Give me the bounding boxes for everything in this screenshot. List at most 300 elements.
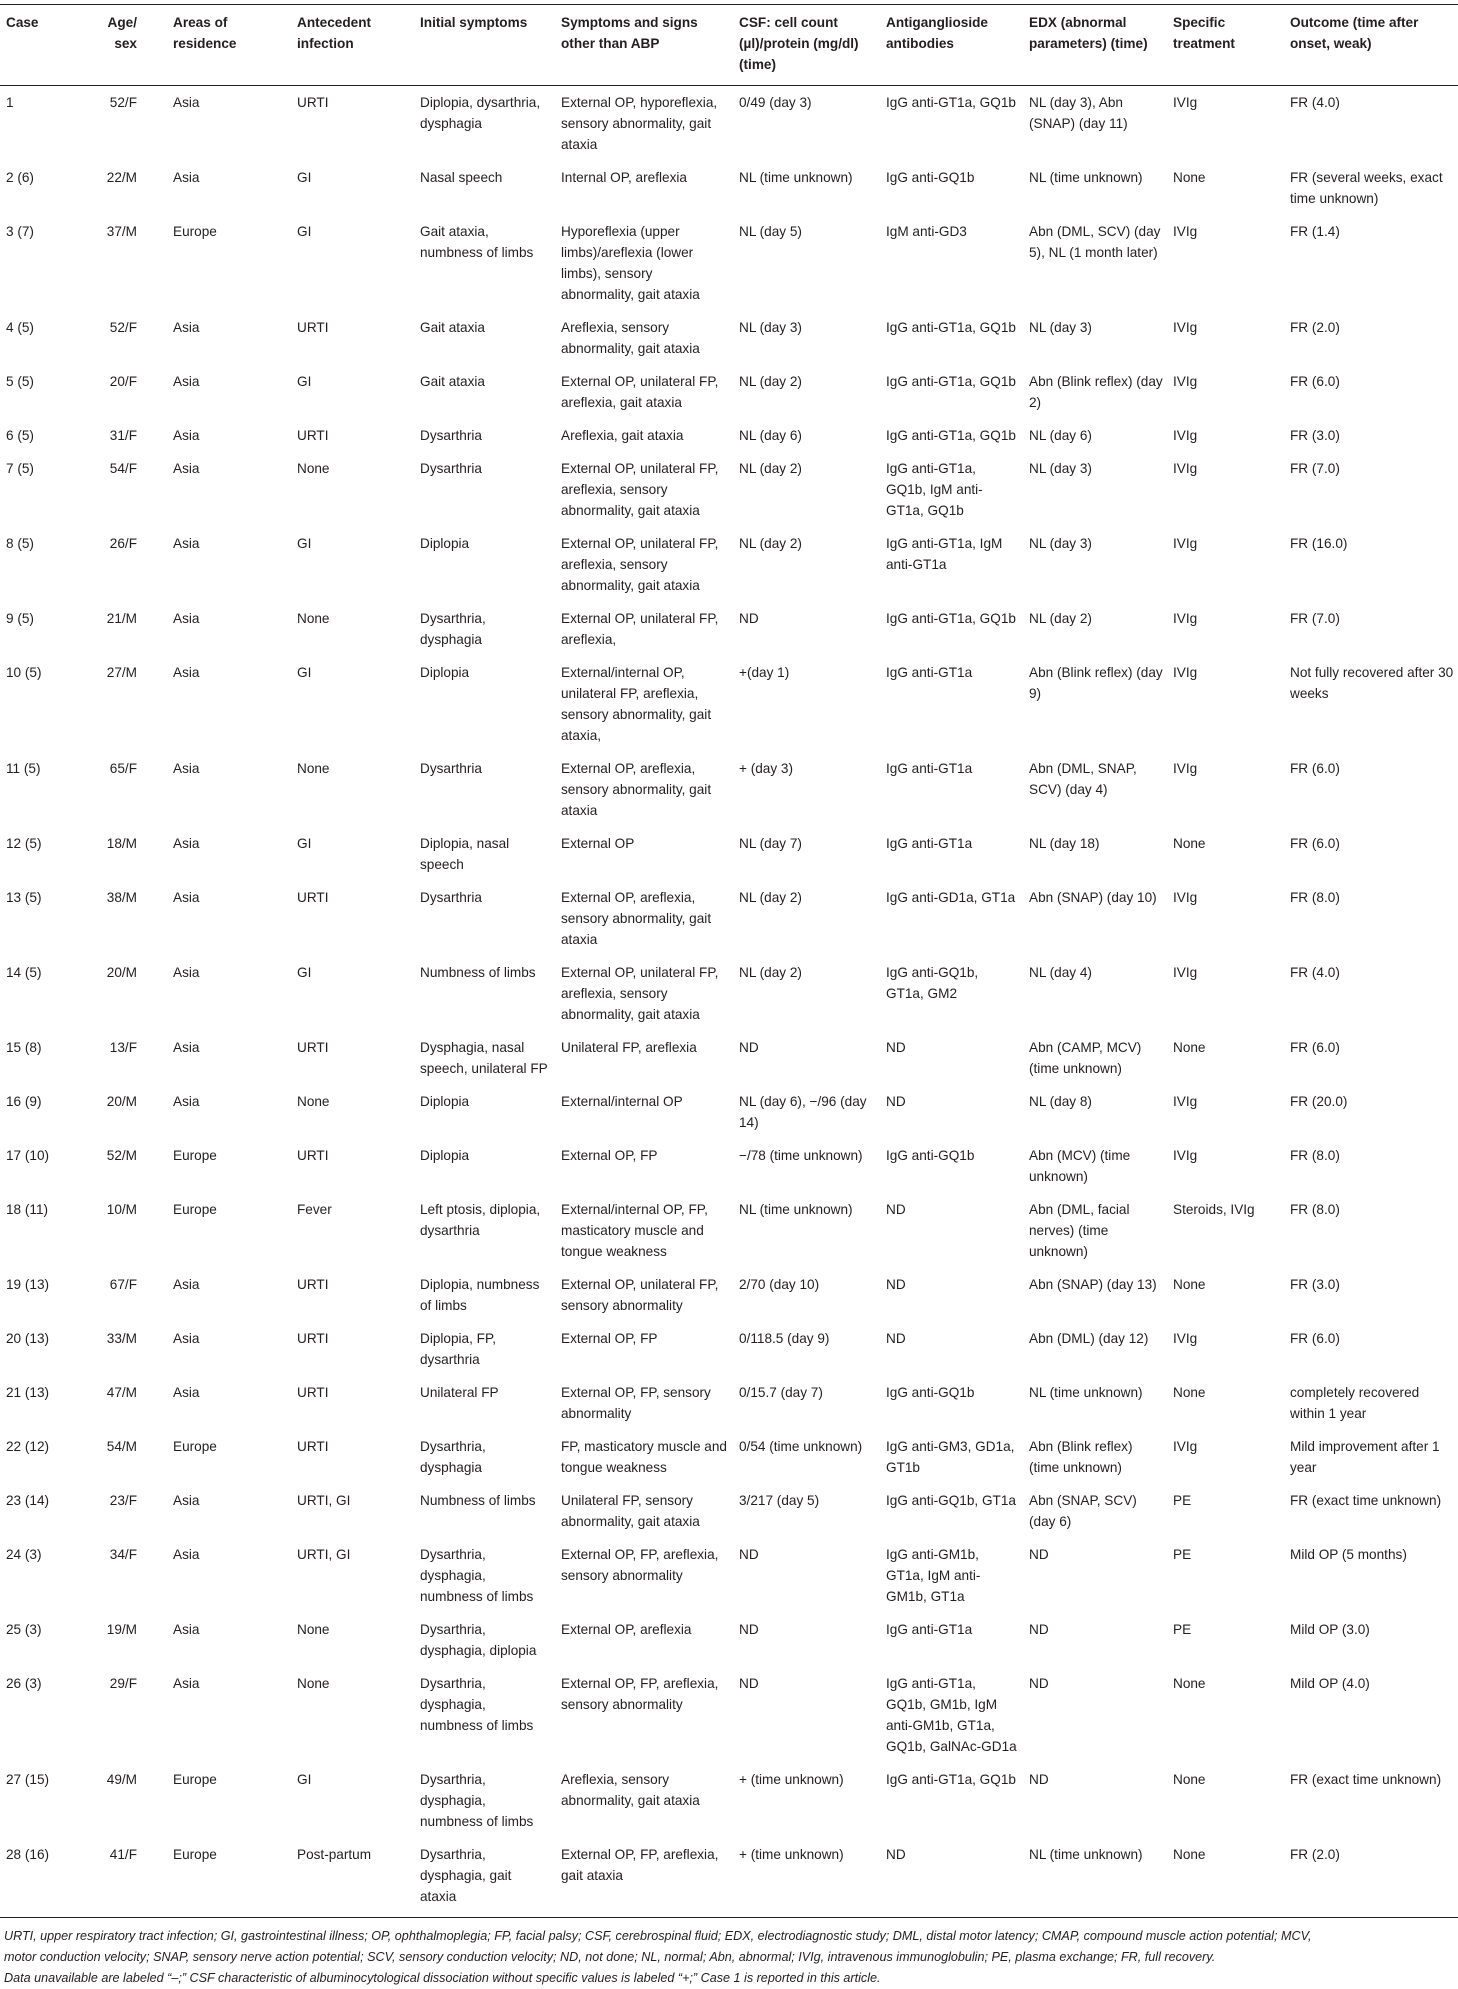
- table-row: [0, 1667, 1458, 1763]
- cell-antibodies: IgG anti-GT1a, IgM anti-GT1a: [886, 536, 1003, 572]
- cell-age-sex: 37/M: [106, 224, 137, 239]
- cell-other-symptoms: Hyporeflexia (upper limbs)/areflexia (lower limbs), sensory abnormality, gait ataxia: [561, 224, 700, 302]
- cell-residence: Asia: [173, 965, 200, 980]
- cell-age-sex: 23/F: [109, 1493, 137, 1508]
- cell-outcome: Mild improvement after 1 year: [1290, 1439, 1440, 1475]
- cell-outcome: FR (exact time unknown): [1290, 1493, 1442, 1508]
- cell-other-symptoms: External OP, unilateral FP, areflexia, sensory abnormality, gait ataxia: [561, 965, 719, 1022]
- cell-residence: Asia: [173, 1094, 200, 1109]
- cell-csf: ND: [739, 1547, 759, 1562]
- cell-antecedent-infection: GI: [297, 836, 312, 851]
- cell-initial-symptoms: Numbness of limbs: [420, 965, 536, 980]
- cell-treatment: None: [1173, 1277, 1206, 1292]
- cell-edx: Abn (DML, facial nerves) (time unknown): [1029, 1202, 1130, 1259]
- cell-other-symptoms: External OP, areflexia, sensory abnormality, gait ataxia: [561, 761, 712, 818]
- cell-initial-symptoms: Dysarthria, dysphagia, gait ataxia: [414, 1838, 555, 1918]
- table-row: [0, 881, 1458, 956]
- cell-csf: NL (day 6): [739, 428, 802, 443]
- cell-antibodies: IgG anti-GQ1b, GT1a: [886, 1493, 1016, 1508]
- cell-treatment: PE: [1173, 1547, 1192, 1562]
- cell-initial-symptoms: Dysarthria: [420, 761, 482, 776]
- cell-treatment: IVIg: [1173, 374, 1198, 389]
- cell-residence: Asia: [173, 1622, 200, 1637]
- cell-csf: ND: [739, 1676, 759, 1691]
- cell-antibodies: IgG anti-GT1a: [886, 761, 973, 776]
- cell-case: 19 (13): [6, 1277, 50, 1292]
- cell-age-sex: 20/M: [106, 1094, 137, 1109]
- cell-age-sex: 10/M: [106, 1202, 137, 1217]
- cell-antibodies: IgG anti-GT1a, GQ1b: [886, 428, 1016, 443]
- cell-age-sex: 65/F: [109, 761, 137, 776]
- cell-age-sex: 47/M: [106, 1385, 137, 1400]
- cell-outcome: FR (1.4): [1290, 224, 1340, 239]
- cell-case: 18 (11): [6, 1202, 49, 1217]
- cell-csf: 3/217 (day 5): [739, 1493, 820, 1508]
- cell-treatment: None: [1167, 1838, 1284, 1918]
- cell-outcome: FR (6.0): [1290, 1331, 1340, 1346]
- cell-antecedent-infection: GI: [297, 170, 312, 185]
- table-row: [0, 1484, 1458, 1538]
- cell-other-symptoms: External OP, areflexia, sensory abnormality, gait ataxia: [561, 890, 712, 947]
- column-header-initial-symptoms: Initial symptoms: [414, 5, 555, 86]
- table-row: [0, 419, 1458, 452]
- cell-other-symptoms: External OP, FP, areflexia, gait ataxia: [555, 1838, 733, 1918]
- cell-age-sex: 52/F: [109, 320, 137, 335]
- cell-antibodies: ND: [886, 1040, 906, 1055]
- cell-treatment: Steroids, IVIg: [1173, 1202, 1255, 1217]
- column-header-treatment: Specific treatment: [1167, 5, 1284, 86]
- cell-other-symptoms: External OP, unilateral FP, areflexia,: [561, 611, 719, 647]
- cell-other-symptoms: External OP, unilateral FP, areflexia, gait ataxia: [561, 374, 719, 410]
- cell-edx: Abn (SNAP) (day 10): [1029, 890, 1157, 905]
- cell-treatment: IVIg: [1173, 1331, 1198, 1346]
- table-row: [0, 1193, 1458, 1268]
- cell-age-sex: 19/M: [106, 1622, 137, 1637]
- cell-antibodies: IgG anti-GT1a, GQ1b: [886, 95, 1016, 110]
- cell-antecedent-infection: None: [297, 1094, 330, 1109]
- column-header-antibodies: Antiganglioside antibodies: [880, 5, 1023, 86]
- cell-edx: NL (day 3): [1029, 536, 1092, 551]
- cell-antecedent-infection: URTI: [297, 1148, 329, 1163]
- cell-outcome: FR (6.0): [1290, 1040, 1340, 1055]
- header-row: [0, 5, 1458, 86]
- clinical-features-table: [0, 4, 1458, 1918]
- table-footnote: [4, 1926, 1454, 1989]
- cell-other-symptoms: External OP: [561, 836, 635, 851]
- cell-initial-symptoms: Diplopia, nasal speech: [420, 836, 510, 872]
- cell-outcome: FR (2.0): [1284, 1838, 1458, 1918]
- cell-initial-symptoms: Gait ataxia: [420, 374, 485, 389]
- cell-treatment: None: [1173, 1772, 1206, 1787]
- cell-initial-symptoms: Dysarthria, dysphagia, numbness of limbs: [420, 1772, 534, 1829]
- cell-antecedent-infection: None: [297, 1622, 330, 1637]
- cell-age-sex: 41/F: [80, 1838, 167, 1918]
- cell-outcome: Mild OP (4.0): [1290, 1676, 1370, 1691]
- cell-residence: Europe: [173, 1439, 217, 1454]
- cell-antecedent-infection: URTI: [297, 890, 329, 905]
- cell-initial-symptoms: Diplopia, FP, dysarthria: [420, 1331, 497, 1367]
- cell-edx: NL (day 6): [1029, 428, 1092, 443]
- cell-other-symptoms: Unilateral FP, sensory abnormality, gait ataxia: [561, 1493, 700, 1529]
- cell-outcome: FR (7.0): [1290, 611, 1340, 626]
- cell-csf: + (day 3): [739, 761, 794, 776]
- cell-edx: NL (day 8): [1029, 1094, 1092, 1109]
- cell-outcome: FR (16.0): [1290, 536, 1348, 551]
- cell-outcome: FR (6.0): [1290, 374, 1340, 389]
- cell-edx: NL (time unknown): [1023, 1838, 1167, 1918]
- cell-antecedent-infection: GI: [297, 1772, 312, 1787]
- footnote-line-3: Data unavailable are labeled “–;” CSF characteristic of albuminocytological dissociation without specific values is labeled “+;” Case 1 is reported in this article.: [4, 1971, 881, 1985]
- cell-edx: NL (day 3): [1029, 320, 1092, 335]
- cell-other-symptoms: Areflexia, gait ataxia: [561, 428, 684, 443]
- cell-antibodies: ND: [886, 1331, 906, 1346]
- cell-residence: Asia: [173, 1385, 200, 1400]
- table-row: [0, 161, 1458, 215]
- cell-age-sex: 49/M: [106, 1772, 137, 1787]
- cell-age-sex: 34/F: [109, 1547, 137, 1562]
- table-row: [0, 1268, 1458, 1322]
- cell-initial-symptoms: Nasal speech: [420, 170, 503, 185]
- cell-csf: 0/49 (day 3): [739, 95, 812, 110]
- cell-case: 27 (15): [6, 1772, 50, 1787]
- cell-initial-symptoms: Diplopia: [420, 1094, 470, 1109]
- cell-residence: Asia: [173, 536, 200, 551]
- cell-outcome: FR (4.0): [1290, 965, 1340, 980]
- cell-residence: Asia: [173, 611, 200, 626]
- cell-csf: 0/15.7 (day 7): [739, 1385, 823, 1400]
- cell-antecedent-infection: URTI: [297, 1277, 329, 1292]
- cell-antecedent-infection: GI: [297, 224, 312, 239]
- column-header-csf: CSF: cell count (µl)/protein (mg/dl) (time): [733, 5, 880, 86]
- table-row: [0, 527, 1458, 602]
- cell-csf: NL (day 2): [739, 890, 802, 905]
- footnote-line-2: motor conduction velocity; SNAP, sensory nerve action potential; SCV, sensory conduction velocity; ND, not done; NL, normal; Abn, abnormal; IVIg, intravenous immunoglobulin; PE, plasma exchange; FR, full recovery.: [4, 1950, 1216, 1964]
- cell-case: 6 (5): [6, 428, 34, 443]
- cell-antibodies: IgG anti-GM3, GD1a, GT1b: [886, 1439, 1015, 1475]
- cell-csf: NL (time unknown): [739, 1202, 853, 1217]
- cell-csf: + (time unknown): [733, 1838, 880, 1918]
- cell-outcome: FR (4.0): [1290, 95, 1340, 110]
- column-header-other-symptoms: Symptoms and signs other than ABP: [555, 5, 733, 86]
- cell-csf: NL (day 2): [739, 461, 802, 476]
- cell-initial-symptoms: Dysarthria, dysphagia, numbness of limbs: [420, 1676, 534, 1733]
- cell-case: 11 (5): [6, 761, 41, 776]
- cell-age-sex: 13/F: [109, 1040, 137, 1055]
- cell-residence: Asia: [173, 761, 200, 776]
- cell-csf: NL (day 2): [739, 374, 802, 389]
- cell-age-sex: 38/M: [106, 890, 137, 905]
- cell-antibodies: IgG anti-GT1a: [886, 1622, 973, 1637]
- column-header-residence: Areas of residence: [167, 5, 291, 86]
- cell-edx: Abn (MCV) (time unknown): [1029, 1148, 1131, 1184]
- cell-csf: + (time unknown): [739, 1772, 844, 1787]
- cell-edx: NL (day 4): [1029, 965, 1092, 980]
- cell-antibodies: IgG anti-GT1a, GQ1b: [886, 374, 1016, 389]
- table-row: [0, 1430, 1458, 1484]
- table-row: [0, 452, 1458, 527]
- cell-csf: ND: [739, 611, 759, 626]
- cell-initial-symptoms: Gait ataxia, numbness of limbs: [420, 224, 534, 260]
- cell-antibodies: IgG anti-GT1a, GQ1b, GM1b, IgM anti-GM1b, GT1a, GQ1b, GalNAc-GD1a: [886, 1676, 1017, 1754]
- cell-antibodies: ND: [886, 1277, 906, 1292]
- cell-antecedent-infection: URTI: [297, 428, 329, 443]
- cell-outcome: FR (7.0): [1290, 461, 1340, 476]
- cell-other-symptoms: External OP, hyporeflexia, sensory abnormality, gait ataxia: [561, 95, 718, 152]
- cell-initial-symptoms: Diplopia: [420, 1148, 470, 1163]
- cell-initial-symptoms: Dysarthria, dysphagia: [420, 1439, 486, 1475]
- cell-csf: NL (day 2): [739, 536, 802, 551]
- cell-edx: ND: [1029, 1676, 1049, 1691]
- cell-csf: NL (day 2): [739, 965, 802, 980]
- cell-other-symptoms: Areflexia, sensory abnormality, gait ataxia: [561, 1772, 700, 1808]
- cell-age-sex: 27/M: [106, 665, 137, 680]
- cell-csf: NL (day 3): [739, 320, 802, 335]
- cell-age-sex: 21/M: [106, 611, 137, 626]
- cell-antecedent-infection: None: [297, 461, 330, 476]
- cell-edx: NL (time unknown): [1029, 170, 1143, 185]
- cell-initial-symptoms: Dysarthria, dysphagia: [420, 611, 486, 647]
- cell-residence: Asia: [173, 170, 200, 185]
- table-row: [0, 365, 1458, 419]
- cell-antecedent-infection: URTI: [297, 1385, 329, 1400]
- cell-treatment: IVIg: [1173, 761, 1198, 776]
- cell-edx: NL (time unknown): [1029, 1385, 1143, 1400]
- cell-edx: Abn (SNAP) (day 13): [1029, 1277, 1157, 1292]
- cell-other-symptoms: External/internal OP, unilateral FP, areflexia, sensory abnormality, gait ataxia,: [561, 665, 712, 743]
- column-header-edx: EDX (abnormal parameters) (time): [1023, 5, 1167, 86]
- cell-residence: Europe: [173, 1148, 217, 1163]
- cell-antecedent-infection: URTI: [297, 1331, 329, 1346]
- cell-antibodies: ND: [886, 1094, 906, 1109]
- cell-csf: 0/118.5 (day 9): [739, 1331, 830, 1346]
- cell-outcome: FR (2.0): [1290, 320, 1340, 335]
- cell-antibodies: IgM anti-GD3: [886, 224, 967, 239]
- cell-age-sex: 52/M: [106, 1148, 137, 1163]
- cell-edx: Abn (DML, SCV) (day 5), NL (1 month later): [1029, 224, 1161, 260]
- cell-antecedent-infection: URTI: [297, 95, 329, 110]
- cell-residence: Europe: [173, 224, 217, 239]
- cell-residence: Asia: [173, 890, 200, 905]
- cell-antecedent-infection: Post-partum: [291, 1838, 414, 1918]
- footnote-line-1: URTI, upper respiratory tract infection; GI, gastrointestinal illness; OP, ophthalmoplegia; FP, facial palsy; CSF, cerebrospinal fluid; EDX, electrodiagnostic study; DML, distal motor latency; CMAP, compound muscle action potential; MCV,: [4, 1929, 1312, 1943]
- cell-outcome: completely recovered within 1 year: [1290, 1385, 1420, 1421]
- cell-case: 17 (10): [6, 1148, 50, 1163]
- cell-case: 14 (5): [6, 965, 42, 980]
- cell-treatment: IVIg: [1173, 95, 1198, 110]
- cell-outcome: FR (8.0): [1290, 1148, 1340, 1163]
- cell-initial-symptoms: Unilateral FP: [420, 1385, 499, 1400]
- cell-treatment: IVIg: [1173, 320, 1198, 335]
- cell-other-symptoms: External OP, FP: [561, 1148, 658, 1163]
- cell-other-symptoms: Unilateral FP, areflexia: [561, 1040, 697, 1055]
- cell-residence: Asia: [173, 1331, 200, 1346]
- cell-case: 10 (5): [6, 665, 42, 680]
- table-row: [0, 86, 1458, 162]
- cell-initial-symptoms: Left ptosis, diplopia, dysarthria: [420, 1202, 541, 1238]
- cell-case: 21 (13): [6, 1385, 50, 1400]
- cell-antibodies: IgG anti-GT1a, GQ1b: [886, 1772, 1016, 1787]
- cell-outcome: FR (20.0): [1290, 1094, 1348, 1109]
- cell-age-sex: 52/F: [109, 95, 137, 110]
- cell-edx: Abn (DML, SNAP, SCV) (day 4): [1029, 761, 1137, 797]
- cell-antibodies: IgG anti-GT1a, GQ1b: [886, 320, 1016, 335]
- cell-residence: Asia: [173, 665, 200, 680]
- cell-antecedent-infection: GI: [297, 374, 312, 389]
- cell-initial-symptoms: Dysarthria: [420, 461, 482, 476]
- cell-other-symptoms: External OP, FP, areflexia, sensory abnormality: [561, 1547, 719, 1583]
- cell-antibodies: ND: [886, 1202, 906, 1217]
- cell-case: 7 (5): [6, 461, 34, 476]
- table-row: [0, 1838, 1458, 1918]
- cell-antibodies: IgG anti-GQ1b: [886, 1148, 975, 1163]
- cell-case: 13 (5): [6, 890, 42, 905]
- cell-edx: NL (day 18): [1029, 836, 1100, 851]
- cell-treatment: IVIg: [1173, 461, 1198, 476]
- cell-edx: Abn (DML) (day 12): [1029, 1331, 1149, 1346]
- cell-initial-symptoms: Dysarthria: [420, 428, 482, 443]
- cell-treatment: None: [1173, 1385, 1206, 1400]
- cell-csf: −/78 (time unknown): [739, 1148, 863, 1163]
- cell-antibodies: IgG anti-GM1b, GT1a, IgM anti-GM1b, GT1a: [886, 1547, 981, 1604]
- cell-initial-symptoms: Dysarthria: [420, 890, 482, 905]
- column-header-outcome: Outcome (time after onset, weak): [1284, 5, 1458, 86]
- cell-case: 2 (6): [6, 170, 34, 185]
- cell-antecedent-infection: GI: [297, 665, 312, 680]
- cell-antibodies: IgG anti-GT1a, GQ1b: [886, 611, 1016, 626]
- cell-csf: NL (day 7): [739, 836, 802, 851]
- column-header-age-sex: Age/ sex: [80, 5, 167, 86]
- cell-other-symptoms: External OP, unilateral FP, sensory abnormality: [561, 1277, 719, 1313]
- cell-treatment: PE: [1173, 1622, 1192, 1637]
- cell-initial-symptoms: Diplopia, numbness of limbs: [420, 1277, 540, 1313]
- cell-case: 16 (9): [6, 1094, 42, 1109]
- cell-initial-symptoms: Diplopia: [420, 665, 470, 680]
- table-row: [0, 602, 1458, 656]
- cell-edx: Abn (CAMP, MCV) (time unknown): [1029, 1040, 1142, 1076]
- cell-antibodies: ND: [880, 1838, 1023, 1918]
- cell-edx: Abn (SNAP, SCV) (day 6): [1029, 1493, 1137, 1529]
- cell-case: 12 (5): [6, 836, 42, 851]
- cell-treatment: IVIg: [1173, 536, 1198, 551]
- cell-outcome: Mild OP (5 months): [1290, 1547, 1407, 1562]
- cell-antecedent-infection: URTI: [297, 1040, 329, 1055]
- cell-residence: Asia: [173, 95, 200, 110]
- cell-antibodies: IgG anti-GQ1b, GT1a, GM2: [886, 965, 979, 1001]
- table-row: [0, 215, 1458, 311]
- cell-case: 23 (14): [6, 1493, 50, 1508]
- cell-initial-symptoms: Diplopia: [420, 536, 470, 551]
- cell-residence: Asia: [173, 428, 200, 443]
- table-row: [0, 827, 1458, 881]
- cell-antibodies: IgG anti-GT1a, GQ1b, IgM anti-GT1a, GQ1b: [886, 461, 983, 518]
- cell-case: 8 (5): [6, 536, 34, 551]
- table-row: [0, 1613, 1458, 1667]
- cell-treatment: IVIg: [1173, 1148, 1198, 1163]
- cell-initial-symptoms: Numbness of limbs: [420, 1493, 536, 1508]
- cell-other-symptoms: External OP, unilateral FP, areflexia, sensory abnormality, gait ataxia: [561, 536, 719, 593]
- cell-antecedent-infection: GI: [297, 965, 312, 980]
- cell-antibodies: IgG anti-GT1a: [886, 665, 973, 680]
- cell-antecedent-infection: None: [297, 761, 330, 776]
- cell-other-symptoms: Internal OP, areflexia: [561, 170, 687, 185]
- cell-case: 22 (12): [6, 1439, 50, 1454]
- cell-other-symptoms: External/internal OP, FP, masticatory muscle and tongue weakness: [561, 1202, 708, 1259]
- cell-outcome: FR (6.0): [1290, 836, 1340, 851]
- cell-treatment: IVIg: [1173, 611, 1198, 626]
- cell-residence: Asia: [173, 1277, 200, 1292]
- cell-residence: Asia: [173, 836, 200, 851]
- cell-age-sex: 33/M: [106, 1331, 137, 1346]
- cell-antecedent-infection: None: [297, 611, 330, 626]
- cell-edx: NL (day 3): [1029, 461, 1092, 476]
- cell-outcome: Mild OP (3.0): [1290, 1622, 1370, 1637]
- cell-case: 1: [6, 95, 14, 110]
- cell-outcome: FR (6.0): [1290, 761, 1340, 776]
- cell-antecedent-infection: URTI: [297, 1439, 329, 1454]
- cell-outcome: FR (several weeks, exact time unknown): [1290, 170, 1443, 206]
- cell-residence: Asia: [173, 461, 200, 476]
- cell-edx: ND: [1029, 1547, 1049, 1562]
- cell-outcome: FR (3.0): [1290, 428, 1340, 443]
- cell-case: 9 (5): [6, 611, 34, 626]
- cell-treatment: IVIg: [1173, 965, 1198, 980]
- cell-initial-symptoms: Diplopia, dysarthria, dysphagia: [420, 95, 541, 131]
- cell-csf: NL (time unknown): [739, 170, 853, 185]
- cell-case: 25 (3): [6, 1622, 42, 1637]
- cell-other-symptoms: External OP, FP, areflexia, sensory abnormality: [561, 1676, 719, 1712]
- cell-initial-symptoms: Dysarthria, dysphagia, diplopia: [420, 1622, 537, 1658]
- cell-residence: Europe: [173, 1772, 217, 1787]
- cell-treatment: None: [1173, 170, 1206, 185]
- cell-outcome: FR (3.0): [1290, 1277, 1340, 1292]
- cell-age-sex: 54/M: [106, 1439, 137, 1454]
- cell-case: 5 (5): [6, 374, 34, 389]
- cell-initial-symptoms: Dysarthria, dysphagia, numbness of limbs: [420, 1547, 534, 1604]
- cell-initial-symptoms: Dysphagia, nasal speech, unilateral FP: [420, 1040, 548, 1076]
- cell-csf: 0/54 (time unknown): [739, 1439, 863, 1454]
- cell-residence: Asia: [173, 1547, 200, 1562]
- cell-other-symptoms: FP, masticatory muscle and tongue weakness: [561, 1439, 727, 1475]
- table-row: [0, 1085, 1458, 1139]
- cell-edx: Abn (Blink reflex) (day 9): [1029, 665, 1163, 701]
- cell-antecedent-infection: URTI: [297, 320, 329, 335]
- cell-residence: Asia: [173, 1040, 200, 1055]
- cell-case: 3 (7): [6, 224, 34, 239]
- cell-age-sex: 67/F: [109, 1277, 137, 1292]
- cell-treatment: PE: [1173, 1493, 1192, 1508]
- cell-residence: Europe: [167, 1838, 291, 1918]
- cell-other-symptoms: External OP, unilateral FP, areflexia, sensory abnormality, gait ataxia: [561, 461, 719, 518]
- table-row: [0, 1538, 1458, 1613]
- table-row: [0, 752, 1458, 827]
- cell-csf: ND: [739, 1040, 759, 1055]
- cell-edx: Abn (Blink reflex) (day 2): [1029, 374, 1163, 410]
- cell-antecedent-infection: None: [297, 1676, 330, 1691]
- cell-antibodies: IgG anti-GQ1b: [886, 1385, 975, 1400]
- cell-residence: Europe: [173, 1202, 217, 1217]
- cell-residence: Asia: [173, 320, 200, 335]
- cell-treatment: IVIg: [1173, 890, 1198, 905]
- cell-antecedent-infection: Fever: [297, 1202, 332, 1217]
- cell-csf: 2/70 (day 10): [739, 1277, 820, 1292]
- cell-csf: NL (day 6), −/96 (day 14): [739, 1094, 867, 1130]
- cell-age-sex: 20/F: [109, 374, 137, 389]
- column-header-antecedent-infection: Antecedent infection: [291, 5, 414, 86]
- cell-antibodies: IgG anti-GD1a, GT1a: [886, 890, 1016, 905]
- cell-case: 15 (8): [6, 1040, 42, 1055]
- cell-csf: +(day 1): [739, 665, 790, 680]
- cell-age-sex: 26/F: [109, 536, 137, 551]
